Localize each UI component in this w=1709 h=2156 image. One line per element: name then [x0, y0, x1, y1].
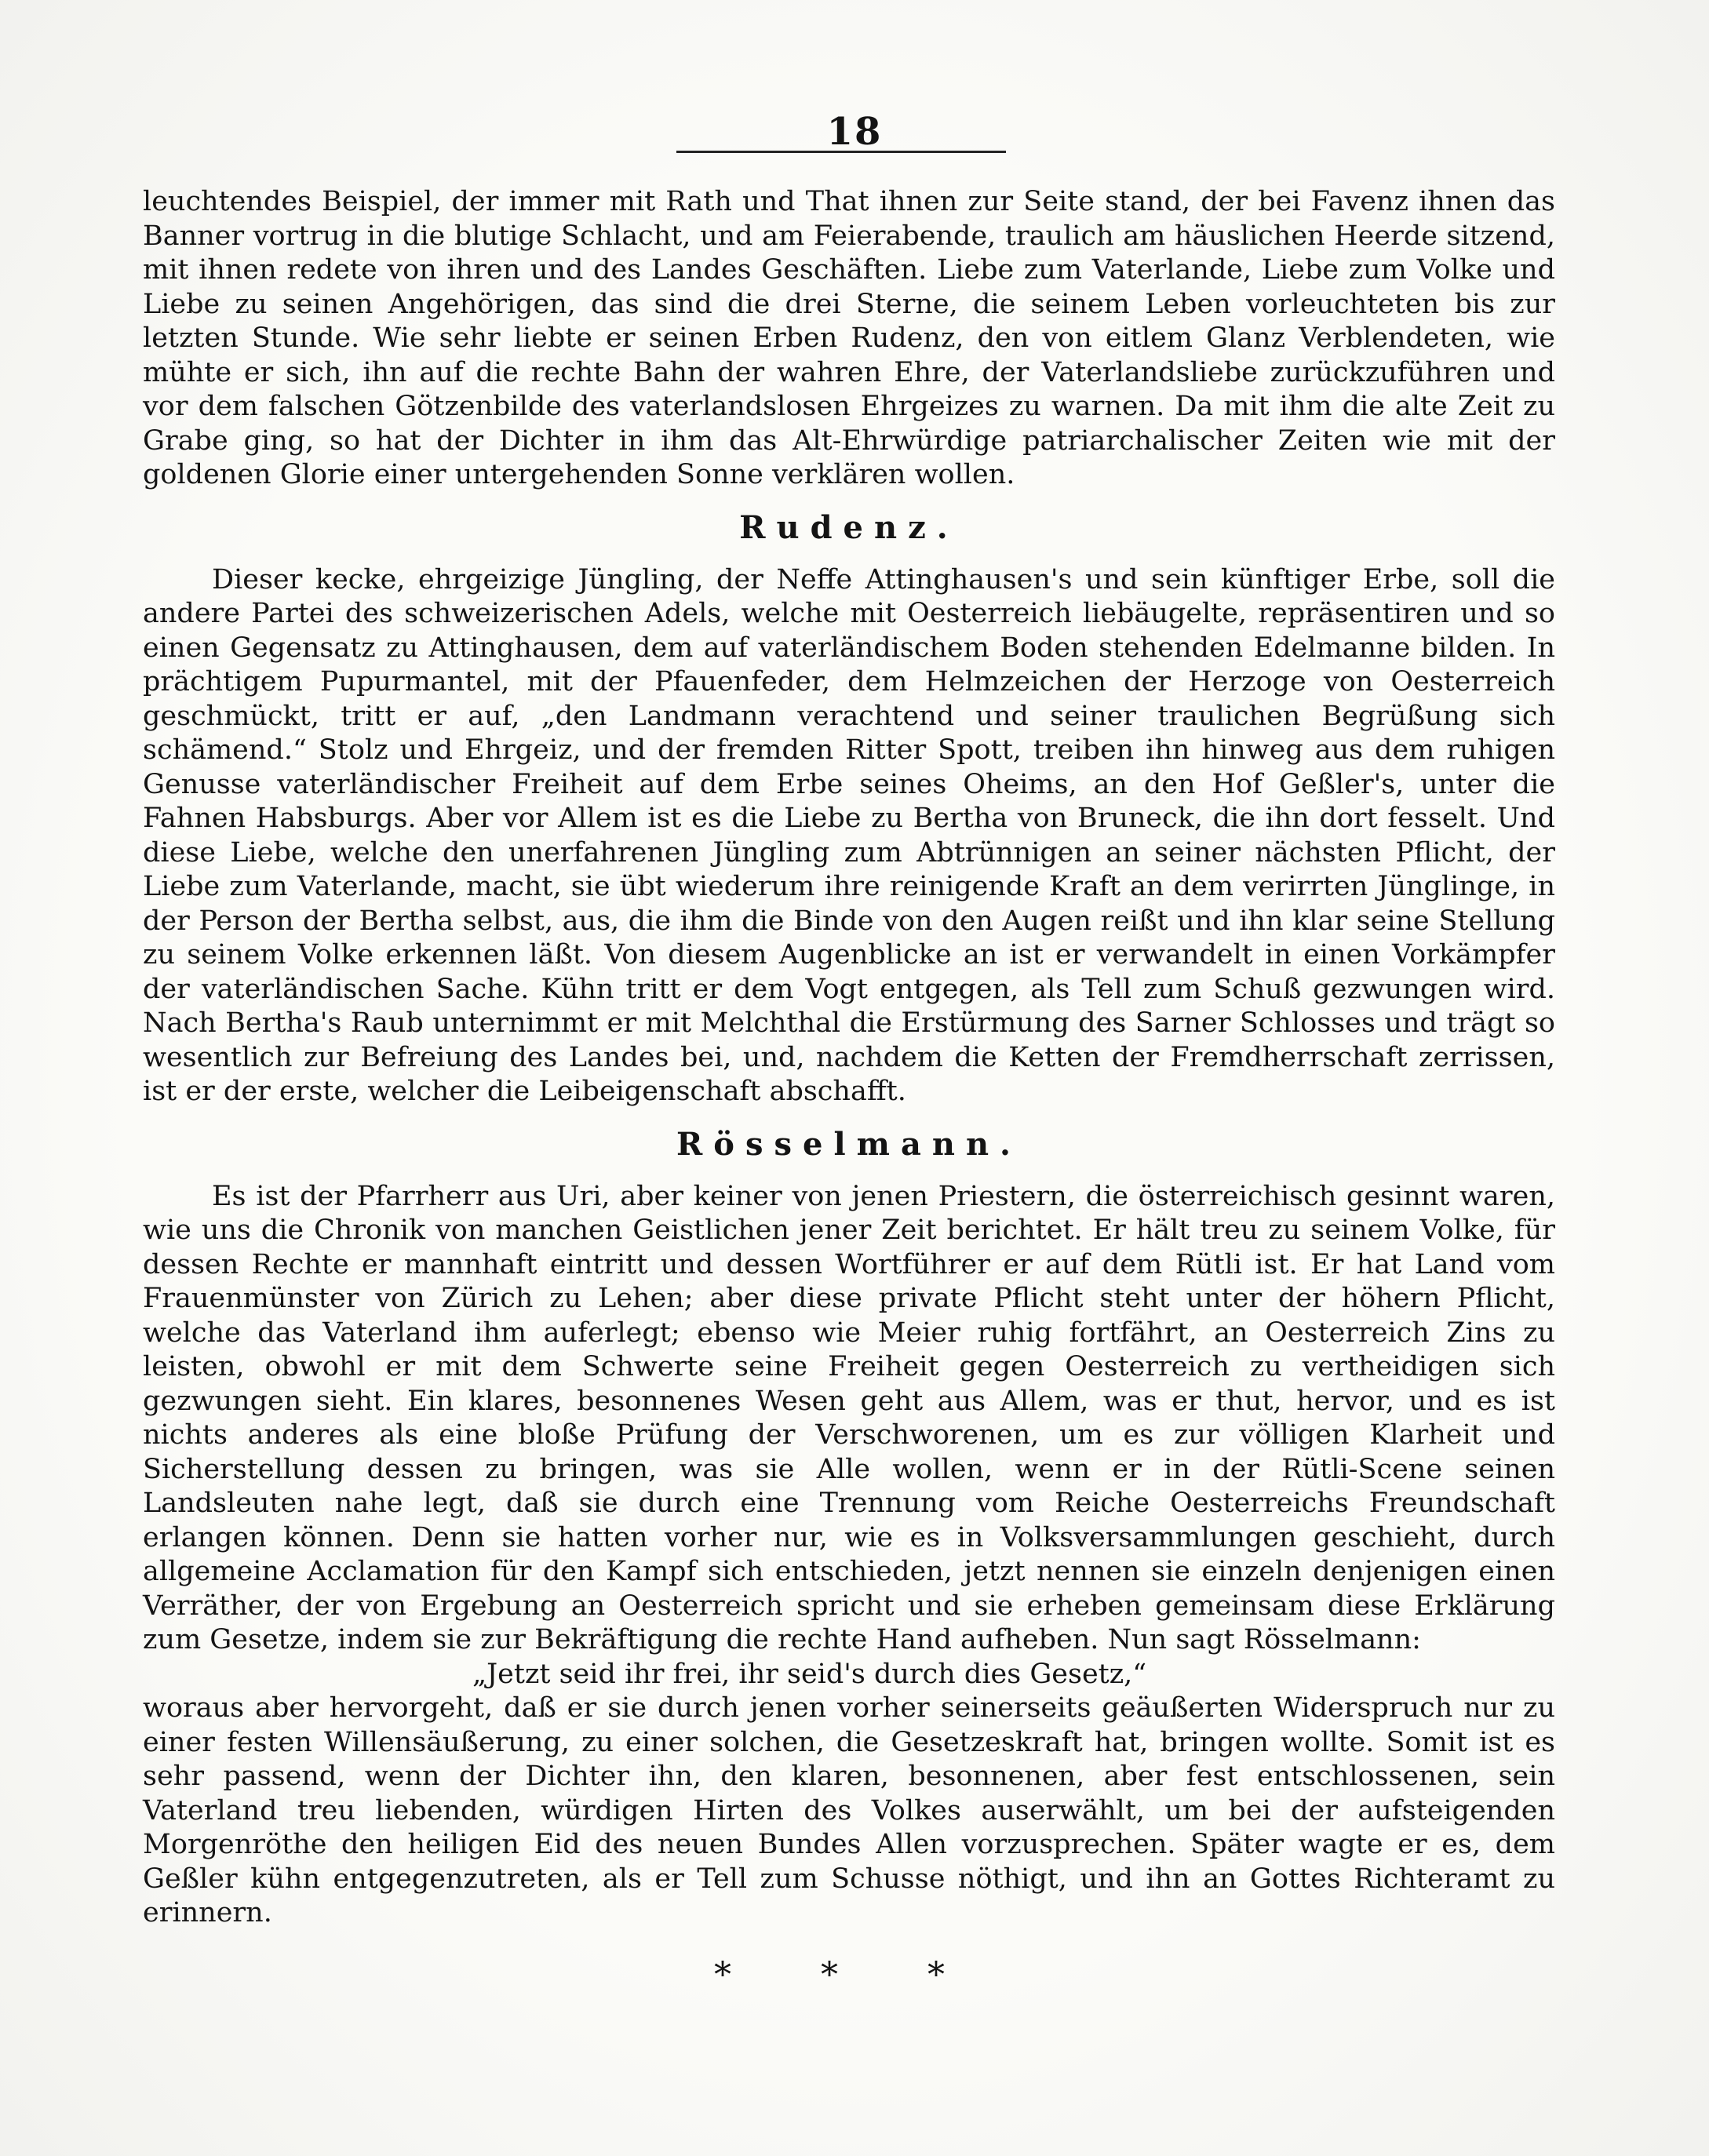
section-heading-roesselmann: Rösselmann. [676, 1125, 1022, 1163]
header-rule [676, 151, 1006, 153]
quotation-line: „Jetzt seid ihr frei, ihr seid's durch dies Gesetz,“ [472, 1658, 1147, 1690]
rudenz-paragraph: Dieser kecke, ehrgeizige Jüngling, der Neffe Attinghausen's und sein künftiger Erbe, soll die andere Partei des schweizerischen Adels, welche mit Oesterreich liebäugelte, repräsentiren und so einen Gegensatz zu Attinghausen, dem auf vaterländischem Boden stehenden Edelmanne bilden. In prächtigem Pupurmantel, mit der Pfauenfeder, dem Helmzeichen der Herzoge von Oesterreich geschmückt, tritt er auf, „den Landmann verachtend und seiner traulichen Begrüßung sich schämend.“ Stolz und Ehrgeiz, und der fremden Ritter Spott, treiben ihn hinweg aus dem ruhigen Genusse vaterländischer Freiheit auf dem Erbe seines Oheims, an den Hof Geßler's, unter die Fahnen Habsburgs. Aber vor Allem ist es die Liebe zu Bertha von Bruneck, die ihn dort fesselt. Und diese Liebe, welche den unerfahrenen Jüngling zum Abtrünnigen an seiner nächsten Pflicht, der Liebe zum Vaterlande, macht, sie übt wiederum ihre reinigende Kraft an dem verirrten Jünglinge, in der Person der Bertha selbst, aus, die ihm die Binde von den Augen reißt und ihn klar seine Stellung zu seinem Volke erkennen läßt. Von diesem Augenblicke an ist er verwandelt in einen Vorkämpfer der vaterländischen Sache. Kühn tritt er dem Vogt entgegen, als Tell zum Schuß gezwungen wird. Nach Bertha's Raub unternimmt er mit Melchthal die Erstürmung des Sarner Schlosses und trägt so wesentlich zur Befreiung des Landes bei, und, nachdem die Ketten der Fremdherrschaft zerrissen, ist er der erste, welcher die Leibeigenschaft abschafft. [143, 563, 1555, 1107]
roesselmann-closing-paragraph: woraus aber hervorgeht, daß er sie durch jenen vorher seinerseits geäußerten Widerspruch nur zu einer festen Willensäußerung, zu einer solchen, die Gesetzeskraft hat, bringen wollte. Somit ist es sehr passend, wenn der Dichter ihn, den klaren, besonnenen, aber fest entschlossenen, sein Vaterland treu liebenden, würdigen Hirten des Volkes auserwählt, um bei der aufsteigenden Morgenröthe den heiligen Eid des neuen Bundes Allen vorzusprechen. Später wagte er es, dem Geßler kühn entgegenzutreten, als er Tell zum Schusse nöthigt, und ihn an Gottes Richteramt zu erinnern. [143, 1692, 1555, 1928]
page-number: 18 [826, 110, 883, 154]
roesselmann-paragraph: Es ist der Pfarrherr aus Uri, aber keiner von jenen Priestern, die österreichisch gesinnt waren, wie uns die Chronik von manchen Geistlichen jener Zeit berichtet. Er hält treu zu seinem Volke, für dessen Rechte er mannhaft eintritt und dessen Wortführer er auf dem Rütli ist. Er hat Land vom Frauenmünster von Zürich zu Lehen; aber diese private Pflicht steht unter der höhern Pflicht, welche das Vaterland ihm auferlegt; ebenso wie Meier ruhig fortfährt, an Oesterreich Zins zu leisten, obwohl er mit dem Schwerte seine Freiheit gegen Oesterreich zu vertheidigen sich gezwungen sieht. Ein klares, besonnenes Wesen geht aus Allem, was er thut, hervor, und es ist nichts anderes als eine bloße Prüfung der Verschworenen, um es zur völligen Klarheit und Sicherstellung dessen zu bringen, was sie Alle wollen, wenn er in der Rütli-Scene seinen Landsleuten nahe legt, daß sie durch eine Trennung vom Reiche Oesterreichs Freundschaft erlangen können. Denn sie hatten vorher nur, wie es in Volksversammlungen geschieht, durch allgemeine Acclamation für den Kampf sich entschieden, jetzt nennen sie einzeln denjenigen einen Verräther, der von Ergebung an Oesterreich spricht und sie erheben gemeinsam diese Erklärung zum Gesetze, indem sie zur Bekräftigung die rechte Hand aufheben. Nun sagt Rösselmann: [143, 1180, 1555, 1655]
section-heading-rudenz: Rudenz. [739, 508, 959, 546]
section-separator: * * * [714, 1954, 984, 1995]
page-body [143, 185, 1555, 1995]
intro-paragraph: leuchtendes Beispiel, der immer mit Rath und That ihnen zur Seite stand, der bei Favenz ihnen das Banner vortrug in die blutige Schlacht, und am Feierabende, traulich am häuslichen Heerde sitzend, mit ihnen redete von ihren und des Landes Geschäften. Liebe zum Vaterlande, Liebe zum Volke und Liebe zu seinen Angehörigen, das sind die drei Sterne, die seinem Leben vorleuchteten bis zur letzten Stunde. Wie sehr liebte er seinen Erben Rudenz, den von eitlem Glanz Verblendeten, wie mühte er sich, ihn auf die rechte Bahn der wahren Ehre, der Vaterlandsliebe zurückzuführen und vor dem falschen Götzenbilde des vaterlandslosen Ehrgeizes zu warnen. Da mit ihm die alte Zeit zu Grabe ging, so hat der Dichter in ihm das Alt-Ehrwürdige patriarchalischer Zeiten wie mit der goldenen Glorie einer untergehenden Sonne verklären wollen. [143, 186, 1555, 490]
